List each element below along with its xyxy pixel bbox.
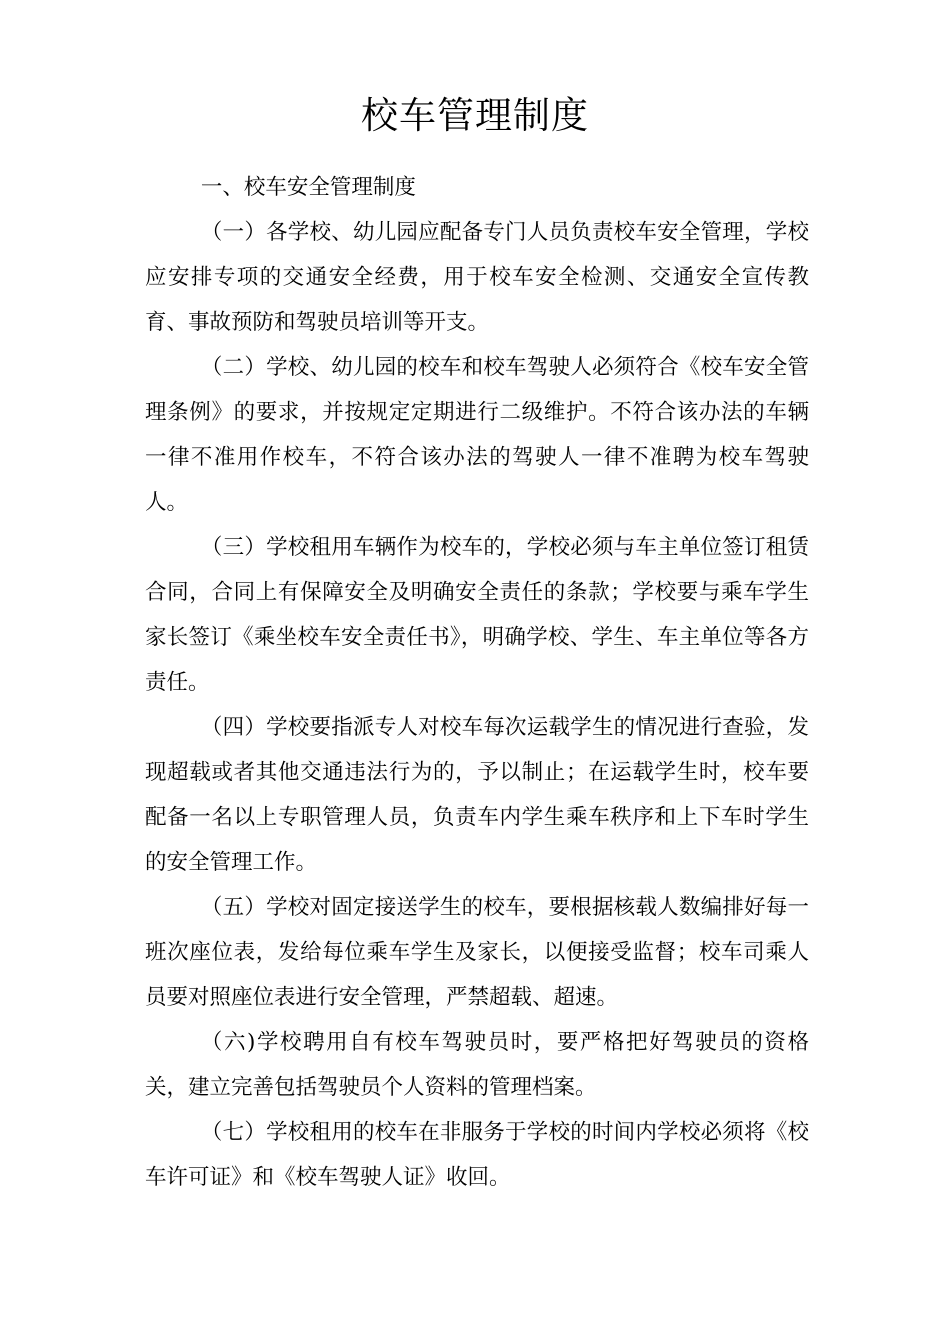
paragraph-2: （二）学校、幼儿园的校车和校车驾驶人必须符合《校车安全管理条例》的要求，并按规定定期进行二级维护。不符合该办法的车辆一律不准用作校车，不符合该办法的驾驶人一律不准聘为校车驾驶人。 — [145, 355, 809, 515]
paragraph-5: （五）学校对固定接送学生的校车，要根据核载人数编排好每一班次座位表，发给每位乘车学生及家长，以便接受监督；校车司乘人员要对照座位表进行安全管理，严禁超载、超速。 — [145, 895, 809, 1010]
paragraph-4: （四）学校要指派专人对校车每次运载学生的情况进行查验，发现超载或者其他交通违法行为的，予以制止；在运载学生时，校车要配备一名以上专职管理人员，负责车内学生乘车秩序和上下车时学生的安全管理工作。 — [145, 715, 809, 875]
paragraph-3: （三）学校租用车辆作为校车的，学校必须与车主单位签订租赁合同，合同上有保障安全及明确安全责任的条款；学校要与乘车学生家长签订《乘坐校车安全责任书》，明确学校、学生、车主单位等各方责任。 — [145, 535, 809, 695]
paragraph-6: （六)学校聘用自有校车驾驶员时，要严格把好驾驶员的资格关，建立完善包括驾驶员个人资料的管理档案。 — [145, 1030, 809, 1100]
paragraph-7: （七）学校租用的校车在非服务于学校的时间内学校必须将《校车许可证》和《校车驾驶人证》收回。 — [145, 1120, 809, 1190]
document-title: 校车管理制度 — [361, 94, 589, 137]
paragraph-1: （一）各学校、幼儿园应配备专门人员负责校车安全管理，学校应安排专项的交通安全经费，用于校车安全检测、交通安全宣传教育、事故预防和驾驶员培训等开支。 — [145, 220, 809, 335]
document-body — [145, 165, 809, 1200]
section-heading: 一、校车安全管理制度 — [200, 175, 416, 200]
